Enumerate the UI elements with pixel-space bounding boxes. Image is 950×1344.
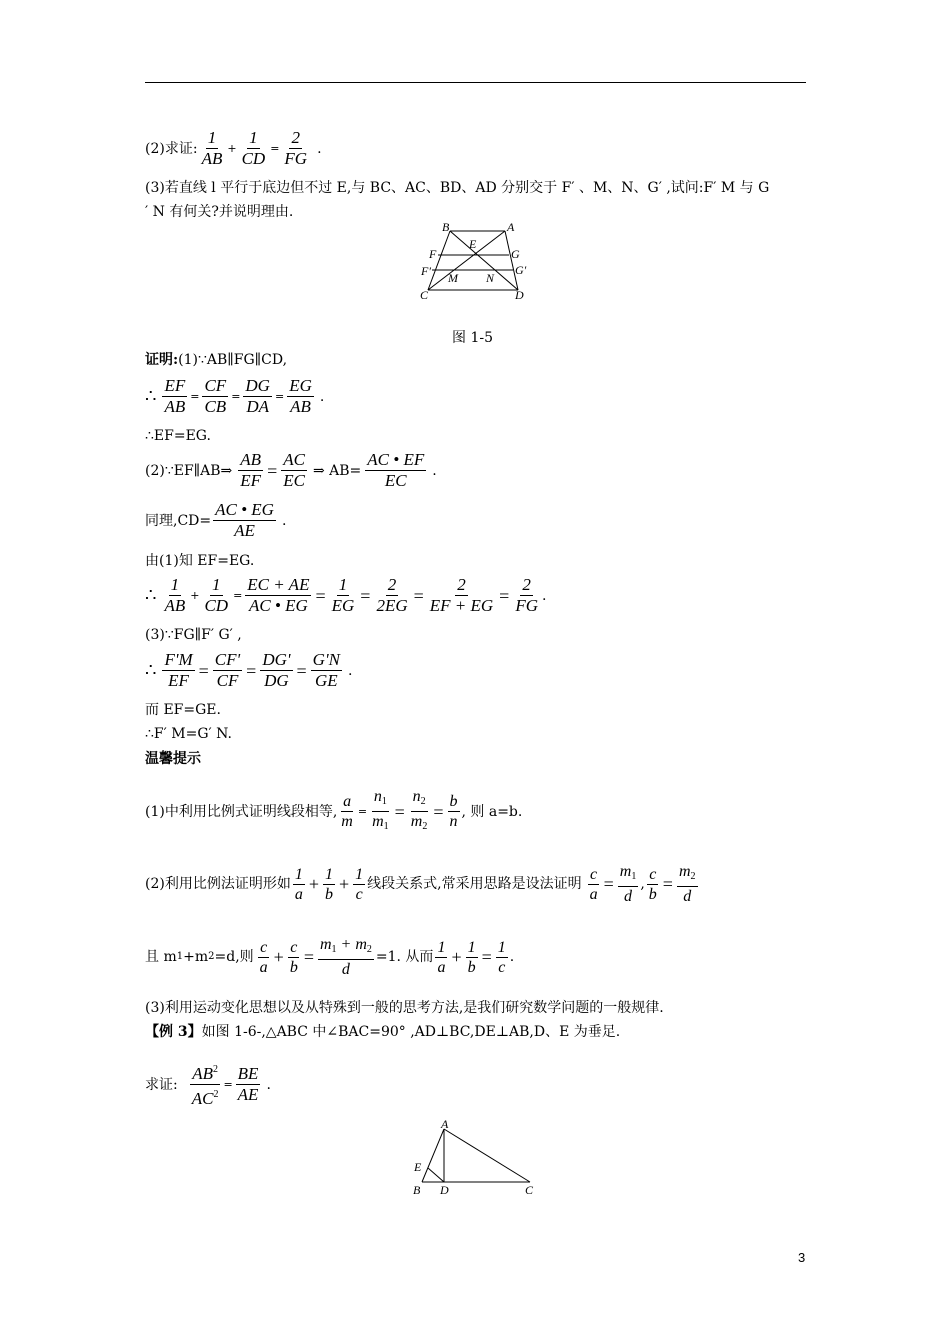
part2-prefix: (2)求证: bbox=[145, 140, 198, 157]
label-c: C bbox=[420, 288, 429, 302]
part3-line2: ′ N 有何关?并说明理由. bbox=[145, 204, 294, 220]
frac-1-cd: $\frac{1}{CD}$ bbox=[241, 128, 266, 168]
tip2b: 且 m 1 +m 2 =d,则 $\frac{c}{a}$ + $\frac{c}{b}$ = $\frac{m_1 + m_2}{d}$ =1. 从而 $\frac{1}{a}$ + $\frac{1}{b}$ = $\frac{1}{c}$ . bbox=[145, 936, 515, 978]
label-g-prime: G′ bbox=[515, 263, 527, 277]
label-c: C bbox=[525, 1183, 534, 1197]
label-b: B bbox=[413, 1183, 421, 1197]
label-f-prime: F′ bbox=[421, 264, 431, 278]
proof-ratio-line: ∴ $\frac{EF}{AB}$ = $\frac{CF}{CB}$ = $\frac{DG}{DA}$ = $\frac{EG}{AB}$ . bbox=[145, 376, 325, 416]
tip2: (2)利用比例法证明形如 $\frac{1}{a}$ + $\frac{1}{b}$ + $\frac{1}{c}$ 线段关系式,常采用思路是设法证明 $\frac{c}{a}$ = $\frac{m_1}{d}$ , $\frac{c}{b}$ = $\frac{m_2}{d}$ bbox=[145, 863, 696, 905]
label-m: M bbox=[448, 271, 458, 285]
tip3: (3)利用运动变化思想以及从特殊到一般的思考方法,是我们研究数学问题的一般规律. bbox=[145, 1000, 664, 1016]
proof-line3: (3)∵FG∥F′ G′ , bbox=[145, 627, 242, 643]
tips-title: 温馨提示 bbox=[145, 751, 201, 767]
part2-line: (2)求证: $\frac{1}{AB}$ + $\frac{1}{CD}$ = $\frac{2}{FG}$ . bbox=[145, 128, 322, 168]
proof-concl3: ∴F′ M=G′ N. bbox=[145, 726, 232, 742]
proof-ratio3: ∴ $\frac{F'M}{EF}$ = $\frac{CF'}{CF}$ = $\frac{DG'}{DG}$ = $\frac{G'N}{GE}$ . bbox=[145, 650, 353, 690]
proof-line2: (2)∵EF∥AB⇒ $\frac{AB}{EF}$ = $\frac{AC}{EC}$ ⇒ AB= $\frac{AC • EF}{EC}$ . bbox=[145, 450, 437, 490]
figure-1-6 bbox=[408, 1118, 543, 1200]
label-a: A bbox=[441, 1118, 449, 1131]
proof-and: 而 EF=GE. bbox=[145, 702, 221, 718]
proof-from1: 由(1)知 EF=EG. bbox=[145, 553, 255, 569]
label-d: D bbox=[515, 288, 524, 302]
proof-concl1: ∴EF=EG. bbox=[145, 428, 211, 444]
label-e: E bbox=[414, 1160, 422, 1174]
proof-line1: 证明: (1)∵AB∥FG∥CD, bbox=[145, 352, 288, 368]
example3-line: 【例 3】 如图 1-6-,△ABC 中∠BAC=90° ,AD⊥BC,DE⊥AB,D、E 为垂足. bbox=[145, 1024, 621, 1040]
label-b: B bbox=[442, 222, 450, 234]
segment-de bbox=[428, 1168, 444, 1182]
frac-1-ab: $\frac{1}{AB}$ bbox=[201, 128, 223, 168]
header-rule bbox=[145, 82, 806, 83]
label-f: F bbox=[429, 247, 437, 261]
label-g: G bbox=[511, 247, 520, 261]
proof-label: 证明: bbox=[145, 352, 179, 368]
page-number: 3 bbox=[798, 1250, 806, 1265]
proof-sum-line: ∴ $\frac{1}{AB}$ + $\frac{1}{CD}$ = $\frac{EC + AE}{AC • EG}$ = $\frac{1}{EG}$ = $\frac{2}{2EG}$ = $\frac{2}{EF + EG}$ = $\frac{2}{FG}$ . bbox=[145, 575, 547, 615]
example3-prove: 求证: $\frac{AB^2}{AC^2}$ = $\frac{BE}{AE}$ . bbox=[145, 1060, 271, 1109]
segment-bd bbox=[450, 231, 518, 290]
proof-same: 同理,CD= $\frac{AC • EG}{AE}$ . bbox=[145, 500, 287, 540]
label-e: E bbox=[469, 237, 477, 251]
label-n: N bbox=[486, 271, 495, 285]
figure-1-5 bbox=[410, 222, 540, 302]
frac-2-fg: $\frac{2}{FG}$ bbox=[284, 128, 308, 168]
label-d: D bbox=[440, 1183, 449, 1197]
tip1: (1)中利用比例式证明线段相等, $\frac{a}{m}$ = $\frac{n_1}{m_1}$ = $\frac{n_2}{m_2}$ = $\frac{b}{n}$ , 则 a=b. bbox=[145, 788, 523, 832]
part3-line1: (3)若直线 l 平行于底边但不过 E,与 BC、AC、BD、AD 分别交于 F′ 、M、N、G′ ,试问:F′ M 与 G bbox=[145, 180, 770, 196]
segment-ac bbox=[444, 1129, 530, 1182]
figure-caption: 图 1-5 bbox=[452, 330, 493, 346]
segment-ab bbox=[422, 1129, 444, 1182]
label-a: A bbox=[507, 222, 515, 234]
